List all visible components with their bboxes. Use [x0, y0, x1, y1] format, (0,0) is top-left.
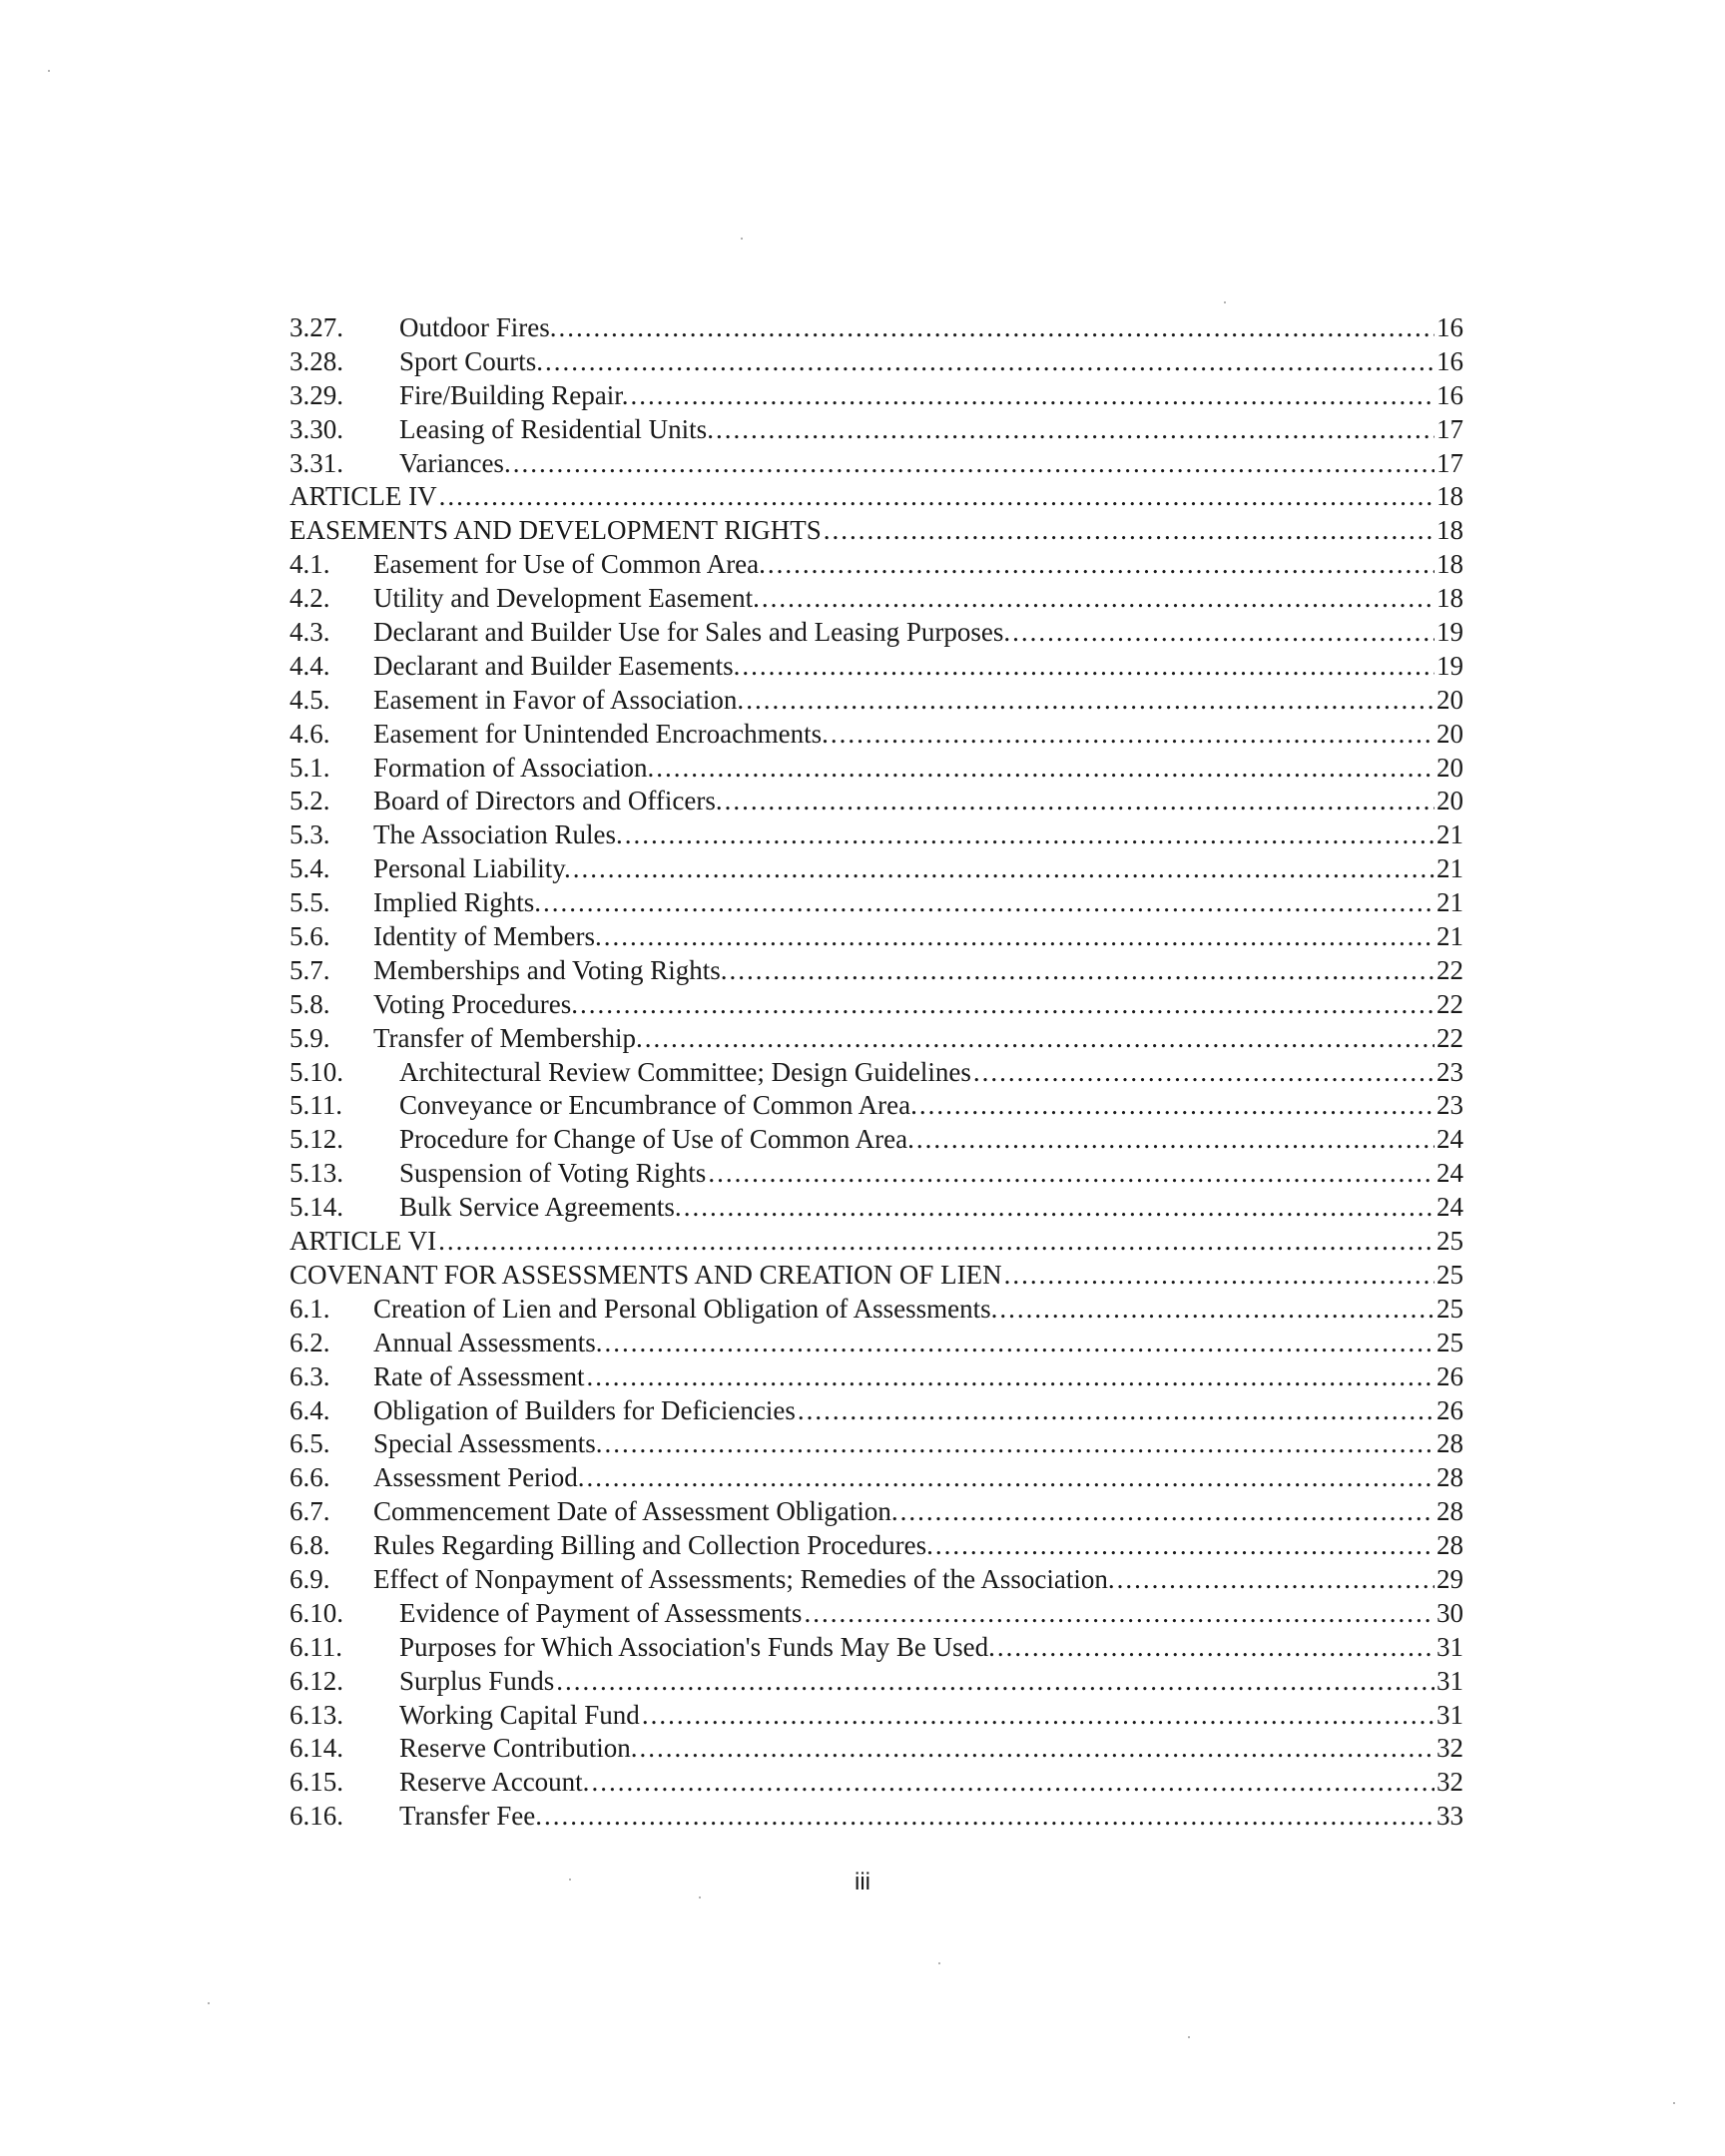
- toc-entry-page: 26: [1437, 1360, 1463, 1391]
- toc-entry: [289, 1157, 1463, 1191]
- toc-entry: [289, 379, 1463, 413]
- toc-entry-page: 21: [1437, 921, 1463, 952]
- scan-speck: [938, 1962, 940, 1964]
- toc-entry-number: 5.14.: [289, 1192, 343, 1223]
- toc-entry-page: 24: [1437, 1158, 1463, 1189]
- toc-entry: [289, 1259, 1463, 1293]
- toc-entry-body: [373, 752, 1463, 786]
- dot-leader: [604, 920, 1435, 954]
- table-of-contents: [289, 311, 1463, 1834]
- toc-entry-title: Variances.: [399, 447, 511, 478]
- dot-leader: [742, 650, 1435, 684]
- toc-entry-number: 6.7.: [289, 1496, 330, 1527]
- toc-entry: [289, 785, 1463, 818]
- toc-entry: [289, 1394, 1463, 1428]
- dot-leader: [587, 1461, 1436, 1495]
- toc-entry-title: Identity of Members.: [373, 921, 602, 952]
- toc-entry-number: 5.4.: [289, 853, 330, 884]
- toc-entry-body: [399, 1665, 1463, 1699]
- toc-entry: [289, 1089, 1463, 1123]
- toc-entry-page: 24: [1437, 1124, 1463, 1155]
- toc-entry-page: 16: [1437, 312, 1463, 342]
- dot-leader: [1012, 616, 1435, 650]
- dot-leader: [916, 1123, 1435, 1157]
- toc-entry-body: [373, 988, 1463, 1022]
- toc-entry-title: The Association Rules.: [373, 819, 623, 850]
- toc-entry-body: [373, 1022, 1463, 1056]
- toc-entry-body: [373, 1327, 1463, 1360]
- toc-entry-body: [373, 616, 1463, 650]
- dot-leader: [762, 582, 1435, 616]
- toc-entry-body: [373, 1529, 1463, 1563]
- toc-entry-title: Easement in Favor of Association.: [373, 684, 745, 715]
- toc-entry-body: [399, 1766, 1463, 1800]
- toc-entry-page: 28: [1437, 1530, 1463, 1561]
- toc-entry-body: [373, 1394, 1463, 1428]
- toc-entry-page: 20: [1437, 718, 1463, 749]
- toc-entry: [289, 1360, 1463, 1394]
- dot-leader: [625, 818, 1435, 852]
- toc-entry-body: [399, 413, 1463, 447]
- dot-leader: [556, 1665, 1435, 1699]
- dot-leader: [900, 1495, 1435, 1529]
- toc-entry-body: [289, 1225, 1463, 1259]
- toc-entry: [289, 616, 1463, 650]
- toc-entry-number: 4.5.: [289, 684, 330, 715]
- toc-entry-title: Voting Procedures.: [373, 988, 578, 1019]
- dot-leader: [605, 1327, 1436, 1360]
- scan-speck: [1188, 2036, 1190, 2038]
- toc-entry-page: 19: [1437, 650, 1463, 681]
- toc-entry-title: Special Assessments.: [373, 1428, 603, 1459]
- toc-entry-page: 18: [1437, 583, 1463, 614]
- dot-leader: [768, 548, 1435, 582]
- toc-entry-body: [373, 718, 1463, 752]
- dot-leader: [605, 1427, 1436, 1461]
- toc-entry: [289, 1327, 1463, 1360]
- toc-entry-page: 32: [1437, 1767, 1463, 1798]
- toc-entry-page: 24: [1437, 1192, 1463, 1223]
- toc-entry-page: 21: [1437, 887, 1463, 918]
- toc-entry: [289, 988, 1463, 1022]
- dot-leader: [725, 785, 1435, 818]
- toc-entry-body: [373, 1360, 1463, 1394]
- toc-entry-body: [399, 345, 1463, 379]
- toc-entry: [289, 1732, 1463, 1766]
- dot-leader: [513, 447, 1435, 481]
- toc-entry-body: [373, 548, 1463, 582]
- scan-speck: [699, 1896, 701, 1898]
- toc-entry-page: 25: [1437, 1327, 1463, 1357]
- toc-entry: [289, 1293, 1463, 1327]
- toc-entry-number: 4.1.: [289, 549, 330, 580]
- toc-entry-title: Sport Courts.: [399, 345, 544, 376]
- toc-entry: [289, 1461, 1463, 1495]
- toc-entry-number: 6.5.: [289, 1428, 330, 1459]
- dot-leader: [997, 1631, 1435, 1665]
- toc-entry-page: 28: [1437, 1496, 1463, 1527]
- toc-entry-title: Commencement Date of Assessment Obligation.: [373, 1496, 898, 1527]
- toc-entry: [289, 582, 1463, 616]
- toc-entry: [289, 1631, 1463, 1665]
- toc-entry-number: 4.4.: [289, 650, 330, 681]
- toc-entry: [289, 1563, 1463, 1597]
- toc-entry-title: Implied Rights.: [373, 887, 541, 918]
- toc-entry-number: 5.5.: [289, 887, 330, 918]
- toc-entry-page: 25: [1437, 1259, 1463, 1290]
- toc-entry-number: 6.13.: [289, 1699, 343, 1730]
- toc-entry-title: EASEMENTS AND DEVELOPMENT RIGHTS: [289, 515, 822, 546]
- toc-entry-number: 4.2.: [289, 583, 330, 614]
- toc-entry: [289, 548, 1463, 582]
- toc-entry-number: 6.6.: [289, 1462, 330, 1493]
- toc-entry: [289, 1427, 1463, 1461]
- toc-entry-title: Rules Regarding Billing and Collection Procedures.: [373, 1530, 933, 1561]
- toc-entry-number: 6.11.: [289, 1631, 342, 1662]
- toc-entry-number: 6.4.: [289, 1394, 330, 1425]
- toc-entry-number: 5.9.: [289, 1022, 330, 1053]
- toc-entry-body: [373, 785, 1463, 818]
- toc-entry-body: [399, 311, 1463, 345]
- toc-entry-page: 33: [1437, 1801, 1463, 1832]
- toc-entry: [289, 413, 1463, 447]
- toc-entry-number: 6.2.: [289, 1327, 330, 1357]
- toc-entry-body: [373, 684, 1463, 718]
- toc-entry: [289, 1800, 1463, 1834]
- toc-entry-body: [399, 1056, 1463, 1090]
- dot-leader: [684, 1191, 1435, 1225]
- dot-leader: [656, 752, 1435, 786]
- toc-entry-body: [373, 920, 1463, 954]
- toc-entry-body: [373, 818, 1463, 852]
- toc-entry: [289, 684, 1463, 718]
- toc-entry-page: 20: [1437, 684, 1463, 715]
- toc-entry-page: 22: [1437, 988, 1463, 1019]
- toc-entry-page: 17: [1437, 447, 1463, 478]
- scan-speck: [208, 2002, 210, 2004]
- toc-entry-number: 6.12.: [289, 1665, 343, 1696]
- toc-entry-body: [399, 1157, 1463, 1191]
- toc-entry-page: 25: [1437, 1293, 1463, 1324]
- scan-speck: [1224, 301, 1226, 303]
- dot-leader: [586, 1360, 1435, 1394]
- dot-leader: [804, 1597, 1435, 1631]
- toc-entry-body: [399, 1732, 1463, 1766]
- toc-entry-number: 6.16.: [289, 1801, 343, 1832]
- dot-leader: [544, 1800, 1435, 1834]
- toc-entry: [289, 818, 1463, 852]
- dot-leader: [573, 852, 1435, 886]
- toc-entry-title: Fire/Building Repair.: [399, 379, 629, 410]
- dot-leader: [631, 379, 1436, 413]
- dot-leader: [746, 684, 1435, 718]
- toc-entry: [289, 852, 1463, 886]
- toc-entry-title: Transfer Fee.: [399, 1801, 542, 1832]
- toc-entry: [289, 752, 1463, 786]
- toc-entry-title: Suspension of Voting Rights: [399, 1158, 707, 1189]
- toc-entry-page: 21: [1437, 819, 1463, 850]
- toc-entry: [289, 718, 1463, 752]
- toc-entry-page: 19: [1437, 617, 1463, 648]
- toc-entry-body: [399, 1089, 1463, 1123]
- toc-entry-body: [289, 480, 1463, 514]
- toc-entry-title: COVENANT FOR ASSESSMENTS AND CREATION OF LIEN: [289, 1259, 1002, 1290]
- toc-entry-title: Creation of Lien and Personal Obligation of Assessments.: [373, 1293, 998, 1324]
- toc-entry: [289, 1766, 1463, 1800]
- toc-entry: [289, 1191, 1463, 1225]
- toc-entry: [289, 954, 1463, 988]
- toc-entry-body: [399, 379, 1463, 413]
- toc-entry-body: [373, 852, 1463, 886]
- toc-entry-title: Bulk Service Agreements.: [399, 1192, 682, 1223]
- dot-leader: [973, 1056, 1435, 1090]
- toc-entry-title: Declarant and Builder Use for Sales and Leasing Purposes.: [373, 617, 1011, 648]
- toc-entry-title: Transfer of Membership.: [373, 1022, 643, 1053]
- toc-entry: [289, 1022, 1463, 1056]
- toc-entry-page: 31: [1437, 1631, 1463, 1662]
- toc-entry-number: 6.1.: [289, 1293, 330, 1324]
- toc-entry: [289, 514, 1463, 548]
- toc-entry-title: Evidence of Payment of Assessments: [399, 1597, 803, 1628]
- toc-entry: [289, 311, 1463, 345]
- toc-entry-body: [373, 1293, 1463, 1327]
- toc-entry-title: Obligation of Builders for Deficiencies: [373, 1394, 796, 1425]
- toc-entry-page: 26: [1437, 1394, 1463, 1425]
- toc-entry-title: Memberships and Voting Rights.: [373, 954, 728, 985]
- toc-entry-number: 5.12.: [289, 1124, 343, 1155]
- toc-entry-body: [399, 1597, 1463, 1631]
- toc-entry-number: 6.9.: [289, 1563, 330, 1594]
- toc-entry-number: 5.3.: [289, 819, 330, 850]
- dot-leader: [999, 1293, 1435, 1327]
- toc-entry-title: Outdoor Fires.: [399, 312, 557, 342]
- toc-entry-number: 5.1.: [289, 752, 330, 783]
- toc-entry: [289, 1123, 1463, 1157]
- dot-leader: [935, 1529, 1435, 1563]
- toc-entry-page: 30: [1437, 1597, 1463, 1628]
- toc-entry-page: 18: [1437, 549, 1463, 580]
- toc-entry-title: Leasing of Residential Units.: [399, 413, 714, 444]
- toc-entry-page: 28: [1437, 1428, 1463, 1459]
- toc-entry-page: 23: [1437, 1090, 1463, 1121]
- toc-entry-title: Personal Liability.: [373, 853, 571, 884]
- dot-leader: [798, 1394, 1435, 1428]
- toc-entry-title: Conveyance or Encumbrance of Common Area.: [399, 1090, 917, 1121]
- toc-entry-body: [399, 1631, 1463, 1665]
- toc-entry-title: Easement for Use of Common Area.: [373, 549, 766, 580]
- toc-entry-number: 5.7.: [289, 954, 330, 985]
- toc-entry: [289, 886, 1463, 920]
- toc-entry-body: [399, 1191, 1463, 1225]
- toc-entry-page: 31: [1437, 1699, 1463, 1730]
- toc-entry-body: [373, 954, 1463, 988]
- toc-entry-page: 20: [1437, 786, 1463, 816]
- toc-entry: [289, 1699, 1463, 1733]
- toc-entry-page: 32: [1437, 1733, 1463, 1764]
- toc-entry-number: 6.15.: [289, 1767, 343, 1798]
- toc-entry-title: Utility and Development Easement.: [373, 583, 760, 614]
- toc-entry-number: 5.6.: [289, 921, 330, 952]
- toc-entry-number: 3.30.: [289, 413, 343, 444]
- toc-entry-page: 23: [1437, 1056, 1463, 1087]
- toc-entry-title: Assessment Period.: [373, 1462, 585, 1493]
- toc-entry-title: Surplus Funds: [399, 1665, 555, 1696]
- dot-leader: [1117, 1563, 1435, 1597]
- dot-leader: [708, 1157, 1435, 1191]
- toc-entry-body: [373, 650, 1463, 684]
- toc-entry-number: 5.11.: [289, 1090, 342, 1121]
- toc-entry-body: [373, 886, 1463, 920]
- toc-entry-body: [289, 1259, 1463, 1293]
- toc-entry-page: 28: [1437, 1462, 1463, 1493]
- toc-entry-title: Working Capital Fund: [399, 1699, 640, 1730]
- toc-entry-title: Reserve Contribution.: [399, 1733, 638, 1764]
- dot-leader: [439, 480, 1435, 514]
- toc-entry-title: Board of Directors and Officers.: [373, 786, 723, 816]
- toc-entry-body: [399, 1800, 1463, 1834]
- scan-speck: [1673, 2102, 1675, 2104]
- dot-leader: [639, 1732, 1435, 1766]
- toc-entry-page: 29: [1437, 1563, 1463, 1594]
- toc-entry: [289, 480, 1463, 514]
- toc-entry-number: 5.8.: [289, 988, 330, 1019]
- toc-entry-page: 22: [1437, 954, 1463, 985]
- dot-leader: [1004, 1259, 1435, 1293]
- toc-entry: [289, 345, 1463, 379]
- toc-entry-title: Purposes for Which Association's Funds May Be Used.: [399, 1631, 995, 1662]
- toc-entry-body: [373, 1495, 1463, 1529]
- toc-entry-number: 6.14.: [289, 1733, 343, 1764]
- toc-entry-page: 20: [1437, 752, 1463, 783]
- scan-speck: [48, 70, 50, 72]
- toc-entry-body: [373, 582, 1463, 616]
- toc-entry: [289, 1056, 1463, 1090]
- dot-leader: [730, 954, 1435, 988]
- dot-leader: [543, 886, 1435, 920]
- toc-entry: [289, 1529, 1463, 1563]
- toc-entry-page: 18: [1437, 481, 1463, 512]
- dot-leader: [831, 718, 1435, 752]
- toc-entry-title: Annual Assessments.: [373, 1327, 603, 1357]
- dot-leader: [645, 1022, 1435, 1056]
- toc-entry-number: 3.29.: [289, 379, 343, 410]
- toc-entry-page: 16: [1437, 379, 1463, 410]
- toc-entry-page: 31: [1437, 1665, 1463, 1696]
- toc-entry-title: ARTICLE VI: [289, 1226, 437, 1257]
- dot-leader: [438, 1225, 1435, 1259]
- toc-entry-number: 4.6.: [289, 718, 330, 749]
- toc-entry-body: [373, 1461, 1463, 1495]
- toc-entry-page: 18: [1437, 515, 1463, 546]
- toc-entry: [289, 1665, 1463, 1699]
- toc-entry-title: Declarant and Builder Easements.: [373, 650, 741, 681]
- toc-entry-title: Architectural Review Committee; Design Guidelines: [399, 1056, 971, 1087]
- toc-entry-body: [373, 1563, 1463, 1597]
- toc-entry-number: 5.10.: [289, 1056, 343, 1087]
- toc-entry-page: 22: [1437, 1022, 1463, 1053]
- dot-leader: [824, 514, 1435, 548]
- toc-entry-page: 25: [1437, 1226, 1463, 1257]
- toc-entry-body: [399, 1123, 1463, 1157]
- dot-leader: [716, 413, 1435, 447]
- toc-entry: [289, 920, 1463, 954]
- toc-entry-number: 3.31.: [289, 447, 343, 478]
- toc-entry-body: [289, 514, 1463, 548]
- dot-leader: [580, 988, 1435, 1022]
- toc-entry-number: 5.13.: [289, 1158, 343, 1189]
- dot-leader: [919, 1089, 1435, 1123]
- toc-entry-body: [399, 447, 1463, 481]
- toc-entry-body: [399, 1699, 1463, 1733]
- toc-entry: [289, 447, 1463, 481]
- toc-entry-number: 5.2.: [289, 786, 330, 816]
- toc-entry-body: [373, 1427, 1463, 1461]
- scan-speck: [741, 238, 743, 240]
- dot-leader: [545, 345, 1435, 379]
- toc-entry-title: Easement for Unintended Encroachments.: [373, 718, 829, 749]
- toc-entry-number: 3.28.: [289, 345, 343, 376]
- toc-entry-number: 6.8.: [289, 1530, 330, 1561]
- scan-speck: [569, 1879, 571, 1881]
- toc-entry-title: Reserve Account.: [399, 1767, 590, 1798]
- toc-entry-title: Rate of Assessment: [373, 1360, 585, 1391]
- toc-entry-number: 3.27.: [289, 312, 343, 342]
- toc-entry-page: 17: [1437, 413, 1463, 444]
- toc-entry-title: Procedure for Change of Use of Common Area.: [399, 1124, 914, 1155]
- toc-entry-title: Effect of Nonpayment of Assessments; Remedies of the Association.: [373, 1563, 1115, 1594]
- toc-entry-title: Formation of Association.: [373, 752, 655, 783]
- toc-entry-number: 6.3.: [289, 1360, 330, 1391]
- page-number: iii: [855, 1869, 870, 1895]
- toc-entry: [289, 1225, 1463, 1259]
- toc-entry-page: 21: [1437, 853, 1463, 884]
- toc-entry-number: 6.10.: [289, 1597, 343, 1628]
- toc-entry-page: 16: [1437, 345, 1463, 376]
- toc-entry-title: ARTICLE IV: [289, 481, 437, 512]
- dot-leader: [559, 311, 1436, 345]
- toc-entry: [289, 650, 1463, 684]
- toc-entry: [289, 1597, 1463, 1631]
- dot-leader: [642, 1699, 1435, 1733]
- dot-leader: [591, 1766, 1435, 1800]
- toc-entry: [289, 1495, 1463, 1529]
- toc-entry-number: 4.3.: [289, 617, 330, 648]
